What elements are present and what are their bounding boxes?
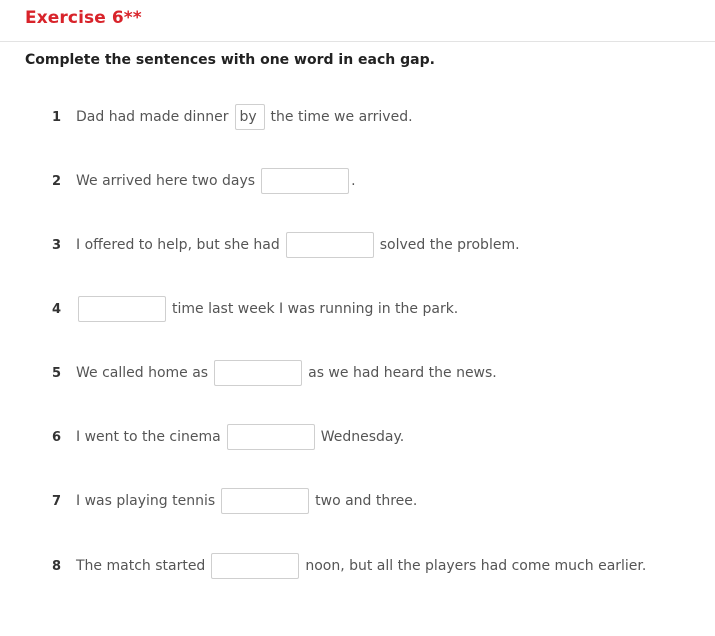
gap-input-7[interactable] — [221, 488, 309, 514]
item-number: 8 — [52, 558, 62, 574]
gap-input-1[interactable] — [235, 104, 265, 130]
sentence-text — [76, 104, 413, 130]
gap-input-3[interactable] — [286, 232, 374, 258]
text-before-gap: Dad had made dinner — [76, 109, 229, 125]
gap-input-2[interactable] — [261, 168, 349, 194]
sentence-text — [76, 424, 404, 450]
text-after-gap: Wednesday. — [320, 429, 405, 445]
item-number: 3 — [52, 237, 62, 253]
text-after-gap: time last week I was running in the park. — [172, 301, 459, 317]
gap-input-6[interactable] — [227, 424, 315, 450]
sentence-text — [76, 488, 417, 514]
text-after-gap: noon, but all the players had come much earlier. — [305, 558, 647, 574]
exercise-instruction: Complete the sentences with one word in each gap. — [25, 52, 435, 68]
exercise-title: Exercise 6** — [25, 8, 142, 28]
item-number: 4 — [52, 301, 62, 317]
text-before-gap: I was playing tennis — [76, 493, 216, 509]
text-before-gap: The match started — [76, 558, 206, 574]
text-after-gap: solved the problem. — [379, 237, 520, 253]
item-number: 2 — [52, 173, 62, 189]
text-before-gap: I offered to help, but she had — [76, 237, 280, 253]
text-after-gap: as we had heard the news. — [308, 365, 497, 381]
sentence-text — [76, 296, 458, 322]
text-before-gap: We called home as — [76, 365, 209, 381]
gap-input-8[interactable] — [211, 553, 299, 579]
item-number: 7 — [52, 493, 62, 509]
sentence-text — [76, 232, 520, 258]
text-before-gap: We arrived here two days — [76, 173, 256, 189]
sentence-text — [76, 168, 356, 194]
item-number: 5 — [52, 365, 62, 381]
sentence-text — [76, 360, 497, 386]
text-after-gap: two and three. — [315, 493, 418, 509]
sentence-text — [76, 553, 646, 579]
gap-input-4[interactable] — [78, 296, 166, 322]
text-after-gap: the time we arrived. — [270, 109, 413, 125]
text-before-gap: I went to the cinema — [76, 429, 221, 445]
title-divider — [0, 41, 715, 42]
text-after-gap: . — [351, 173, 356, 189]
gap-input-5[interactable] — [214, 360, 302, 386]
item-number: 1 — [52, 109, 62, 125]
item-number: 6 — [52, 429, 62, 445]
